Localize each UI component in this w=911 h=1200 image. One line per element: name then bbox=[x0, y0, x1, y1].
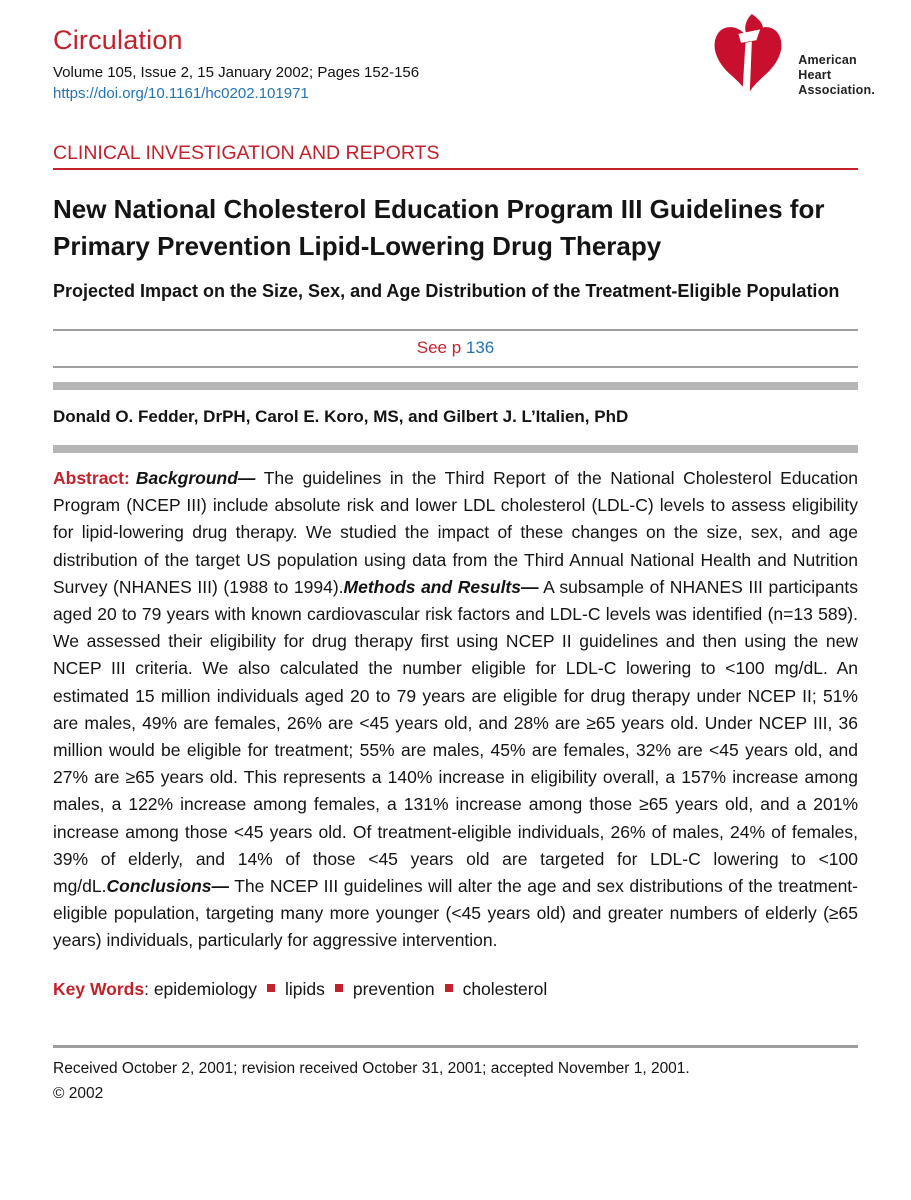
abstract-segment: A subsample of NHANES III participants aged 20 to 79 years with known cardiovascular risk factors and LDL-C levels was identified (n=13 589). We assessed their eligibility for drug therapy first using NCEP II guidelines and then using the new NCEP III criteria. We also calculated the number eligible for LDL-C lowering to <100 mg/dL. An estimated 15 million individuals aged 20 to 79 years are eligible for drug therapy under NCEP II; 51% are males, 49% are females, 26% are <45 years old, and 28% are ≥65 years old. Under NCEP III, 36 million would be eligible for treatment; 55% are males, 45% are females, 32% are <45 years old, and 27% are ≥65 years old. This represents a 140% increase in eligibility overall, a 157% increase among males, a 122% increase among females, a 131% increase among those ≥65 years old, and a 201% increase among those <45 years old. Of treatment-eligible individuals, 26% of males, 24% of females, 39% of elderly, and 14% of those <45 years old are targeted for LDL-C lowering to <100 mg/dL. bbox=[53, 576, 858, 897]
doi-link[interactable]: https://doi.org/10.1161/hc0202.101971 bbox=[53, 85, 309, 102]
divider-bar bbox=[53, 445, 858, 453]
aha-logo bbox=[707, 14, 875, 110]
see-page-link[interactable]: 136 bbox=[465, 338, 495, 357]
section-heading: CLINICAL INVESTIGATION AND REPORTS bbox=[53, 142, 858, 170]
abstract-segment: The NCEP III guidelines will alter the age and sex distributions of the treatment-eligible population, targeting many more younger (<45 years old) and greater numbers of elderly (≥65 years) individuals, particularly for aggressive intervention. bbox=[53, 876, 858, 951]
see-also-box bbox=[53, 329, 858, 368]
aha-logo-text bbox=[798, 53, 875, 98]
abstract-label: Abstract: bbox=[53, 468, 130, 488]
keywords-colon: : bbox=[144, 978, 154, 999]
abstract-section-heading: Background— bbox=[135, 468, 256, 488]
see-also-prefix: See p bbox=[416, 338, 466, 357]
abstract-paragraph bbox=[53, 465, 858, 955]
abstract-section-heading: Methods and Results— bbox=[343, 576, 539, 597]
keyword-separator-icon bbox=[267, 984, 275, 992]
aha-logo-line: American bbox=[798, 52, 857, 67]
article-title: New National Cholesterol Education Program III Guidelines for Primary Prevention Lipid-Lowering Drug Therapy bbox=[53, 194, 825, 261]
keyword: prevention bbox=[352, 978, 435, 999]
abstract-section-heading: Conclusions— bbox=[106, 876, 230, 897]
copyright: © 2002 bbox=[53, 1084, 104, 1102]
keywords-line bbox=[53, 977, 858, 1001]
keyword-separator-icon bbox=[445, 984, 453, 992]
keywords-label: Key Words bbox=[53, 978, 145, 999]
received-dates: Received October 2, 2001; revision received October 31, 2001; accepted November 1, 2001. bbox=[53, 1059, 690, 1077]
journal-title[interactable]: Circulation bbox=[53, 25, 183, 55]
keyword: epidemiology bbox=[153, 978, 257, 999]
divider-bar bbox=[53, 382, 858, 390]
aha-logo-line: Heart bbox=[798, 67, 832, 82]
keyword: cholesterol bbox=[462, 978, 548, 999]
authors-line: Donald O. Fedder, DrPH, Carol E. Koro, MS, and Gilbert J. L’Italien, PhD bbox=[53, 407, 629, 426]
abstract-text bbox=[53, 468, 858, 950]
keyword-separator-icon bbox=[335, 984, 343, 992]
keywords-list bbox=[154, 979, 547, 999]
issue-info: Volume 105, Issue 2, 15 January 2002; Pages 152-156 bbox=[53, 64, 420, 81]
article-subtitle: Projected Impact on the Size, Sex, and Age Distribution of the Treatment-Eligible Population bbox=[53, 281, 840, 301]
keyword: lipids bbox=[284, 978, 325, 999]
abstract-segment: The guidelines in the Third Report of the National Cholesterol Education Program (NCEP III) include absolute risk and lower LDL cholesterol (LDL-C) levels to assess eligibility for lipid-lowering drug therapy. We studied the impact of these changes on the size, sex, and age distribution of the target US population using data from the Third Annual National Health and Nutrition Survey (NHANES III) (1988 to 1994). bbox=[53, 468, 858, 597]
heart-torch-icon bbox=[707, 14, 789, 110]
aha-logo-line: Association. bbox=[798, 82, 875, 97]
footer-rule bbox=[53, 1045, 858, 1048]
